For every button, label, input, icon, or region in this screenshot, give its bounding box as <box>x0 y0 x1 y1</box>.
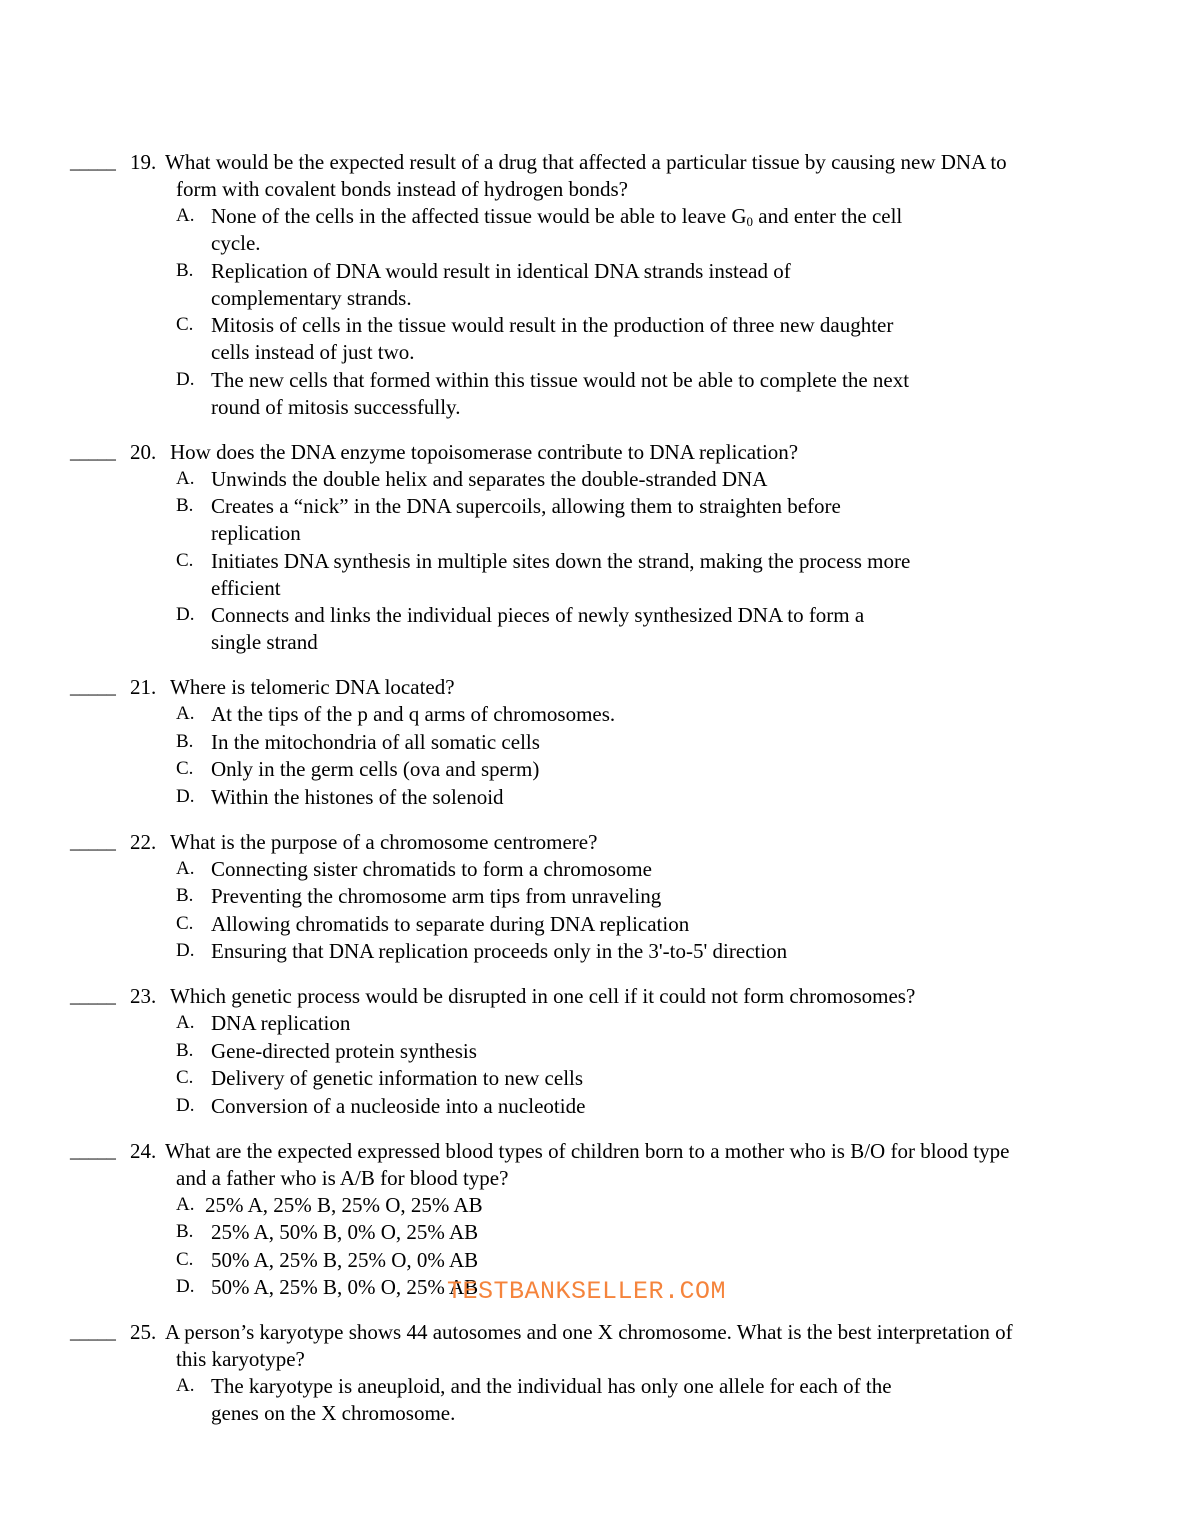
option-text <box>0 285 1190 312</box>
answer-blank[interactable]: _____ <box>70 1140 116 1162</box>
option-label: C. <box>176 758 194 779</box>
question-21 <box>0 674 1190 811</box>
option-label: A. <box>176 1193 195 1215</box>
option-label: C. <box>176 549 194 571</box>
option-c[interactable] <box>0 548 1190 602</box>
text-run: 25% A, 25% B, 25% O, 25% AB <box>205 1192 483 1217</box>
option-d[interactable] <box>0 938 1190 965</box>
text-run: 50% A, 25% B, 25% O, 0% AB <box>211 1247 479 1272</box>
option-d[interactable] <box>0 784 1190 811</box>
option-label: A. <box>176 857 195 879</box>
option-c[interactable] <box>0 312 1190 366</box>
option-label: A. <box>176 703 195 724</box>
question-text: A person’s karyotype shows 44 autosomes and one X chromosome. What is the best interpretation of <box>165 1320 1013 1344</box>
text-run: Creates a “nick” in the DNA supercoils, allowing them to straighten before <box>211 494 841 518</box>
option-label: B. <box>176 1221 194 1242</box>
option-label: C. <box>176 314 194 335</box>
option-text <box>0 575 1190 602</box>
text-run: cycle. <box>211 231 261 255</box>
option-label: C. <box>176 1248 194 1270</box>
text-run: 50% A, 25% B, 0% O, 25% AB <box>211 1275 479 1299</box>
option-b[interactable] <box>0 258 1190 312</box>
text-run: Conversion of a nucleoside into a nucleotide <box>211 1093 586 1118</box>
watermark: TESTBANKSELLER.COM <box>447 1277 727 1306</box>
text-run: Delivery of genetic information to new cells <box>211 1066 584 1090</box>
option-label: D. <box>176 785 195 807</box>
question-text: and a father who is A/B for blood type? <box>176 1165 509 1190</box>
answer-blank[interactable]: _____ <box>70 152 116 173</box>
question-text: form with covalent bonds instead of hydrogen bonds? <box>176 177 628 201</box>
question-number: 24. <box>130 1138 157 1163</box>
option-label: D. <box>176 604 195 625</box>
option-label: B. <box>176 259 194 281</box>
text-run: DNA replication <box>211 1011 351 1035</box>
text-run: Mitosis of cells in the tissue would result in the production of three new daughter <box>211 313 894 337</box>
answer-blank[interactable]: _____ <box>70 1322 116 1343</box>
text-run: Only in the germ cells (ova and sperm) <box>211 757 540 781</box>
answer-blank[interactable]: _____ <box>70 677 116 698</box>
option-c[interactable] <box>0 911 1190 938</box>
question-number: 25. <box>130 1320 157 1344</box>
text-run: efficient <box>211 575 281 600</box>
option-label: C. <box>176 912 194 934</box>
text-run: Initiates DNA synthesis in multiple sites down the strand, making the process more <box>211 548 911 573</box>
text-run: single strand <box>211 630 318 654</box>
text-run: complementary strands. <box>211 285 412 310</box>
text-run: Allowing chromatids to separate during DNA replication <box>211 911 690 936</box>
option-a[interactable] <box>0 1010 1190 1037</box>
option-label: D. <box>176 368 195 390</box>
text-run: The karyotype is aneuploid, and the individual has only one allele for each of the <box>211 1374 892 1398</box>
option-text <box>0 520 1190 547</box>
option-label: D. <box>176 940 195 961</box>
text-run: Unwinds the double helix and separates the double-stranded DNA <box>211 466 768 491</box>
question-text: How does the DNA enzyme topoisomerase contribute to DNA replication? <box>170 439 799 464</box>
text-run: round of mitosis successfully. <box>211 394 461 419</box>
question-number: 22. <box>130 829 157 854</box>
option-a[interactable] <box>0 203 1190 257</box>
text-run: and enter the cell <box>753 204 903 228</box>
text-run: Connects and links the individual pieces of newly synthesized DNA to form a <box>211 603 865 627</box>
question-22 <box>0 829 1190 966</box>
question-25 <box>0 1319 1190 1427</box>
question-23 <box>0 983 1190 1120</box>
question-number: 20. <box>130 439 157 464</box>
question-19 <box>0 149 1190 421</box>
question-text: Where is telomeric DNA located? <box>170 675 455 699</box>
answer-blank[interactable]: _____ <box>70 441 116 463</box>
answer-blank[interactable]: _____ <box>70 831 116 853</box>
option-label: C. <box>176 1067 194 1088</box>
subscript: 0 <box>746 214 754 229</box>
answer-blank[interactable]: _____ <box>70 986 116 1007</box>
text-run: In the mitochondria of all somatic cells <box>211 729 540 754</box>
option-a[interactable] <box>0 1192 1190 1219</box>
option-b[interactable] <box>0 493 1190 547</box>
option-label: A. <box>176 467 195 489</box>
option-a[interactable] <box>0 701 1190 728</box>
question-number: 23. <box>130 984 157 1008</box>
question-text: Which genetic process would be disrupted in one cell if it could not form chromosomes? <box>170 984 916 1008</box>
option-b[interactable] <box>0 1038 1190 1065</box>
question-text: this karyotype? <box>176 1347 305 1371</box>
option-text <box>0 1400 1190 1427</box>
option-text <box>0 230 1190 257</box>
text-run: Connecting sister chromatids to form a chromosome <box>211 856 652 881</box>
option-a[interactable] <box>0 856 1190 883</box>
question-list <box>0 149 1190 1445</box>
question-text: What are the expected expressed blood types of children born to a mother who is B/O for blood type <box>165 1138 1010 1163</box>
option-text <box>0 339 1190 366</box>
option-label: B. <box>176 1039 194 1061</box>
text-run: cells instead of just two. <box>211 340 415 364</box>
option-c[interactable] <box>0 1065 1190 1092</box>
question-20 <box>0 439 1190 657</box>
question-text: What would be the expected result of a drug that affected a particular tissue by causing new DNA to <box>165 150 1007 174</box>
text-run: None of the cells in the affected tissue would be able to leave G <box>211 204 747 228</box>
text-run: Preventing the chromosome arm tips from unraveling <box>211 884 662 908</box>
option-label: A. <box>176 1012 195 1033</box>
option-d[interactable] <box>0 602 1190 656</box>
option-label: D. <box>176 1094 195 1116</box>
text-run: Gene-directed protein synthesis <box>211 1038 477 1063</box>
option-c[interactable] <box>0 756 1190 783</box>
text-run: replication <box>211 521 301 545</box>
text-run: Replication of DNA would result in identical DNA strands instead of <box>211 258 791 283</box>
option-a[interactable] <box>0 466 1190 493</box>
option-label: B. <box>176 730 194 752</box>
option-text <box>0 629 1190 656</box>
option-b[interactable] <box>0 729 1190 756</box>
question-text: What is the purpose of a chromosome centromere? <box>170 829 598 854</box>
option-c[interactable] <box>0 1247 1190 1274</box>
option-text <box>0 394 1190 421</box>
question-number: 19. <box>130 150 157 174</box>
text-run: 25% A, 50% B, 0% O, 25% AB <box>211 1220 479 1244</box>
text-run: The new cells that formed within this tissue would not be able to complete the next <box>211 367 910 392</box>
question-number: 21. <box>130 675 157 699</box>
option-label: A. <box>176 205 195 226</box>
option-b[interactable] <box>0 1219 1190 1246</box>
option-label: B. <box>176 885 194 906</box>
text-run: Ensuring that DNA replication proceeds only in the 3'-to-5' direction <box>211 939 788 963</box>
option-label: B. <box>176 495 194 516</box>
option-label: D. <box>176 1276 195 1297</box>
option-label: A. <box>176 1375 195 1396</box>
option-d[interactable] <box>0 367 1190 421</box>
text-run: genes on the X chromosome. <box>211 1401 456 1425</box>
option-a[interactable] <box>0 1373 1190 1427</box>
text-run: Within the histones of the solenoid <box>211 784 504 809</box>
text-run: At the tips of the p and q arms of chromosomes. <box>211 702 616 726</box>
option-b[interactable] <box>0 883 1190 910</box>
option-d[interactable] <box>0 1093 1190 1120</box>
